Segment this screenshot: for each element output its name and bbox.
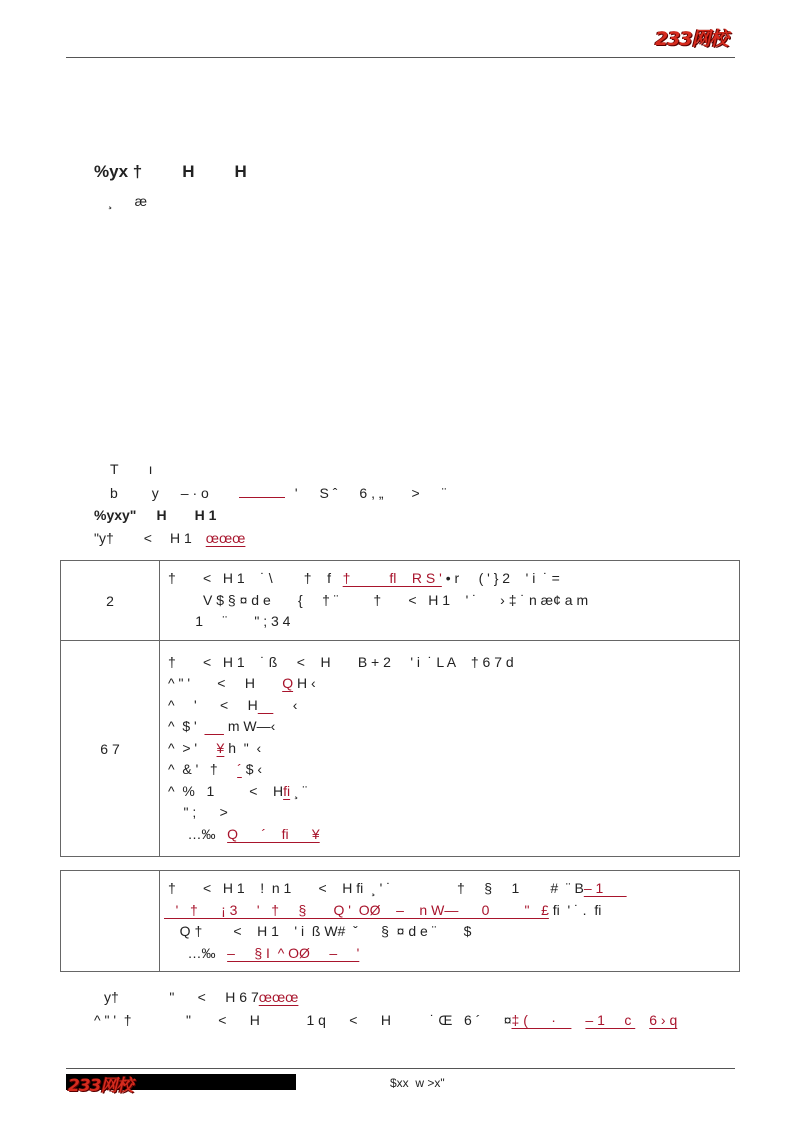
bottom-link-1[interactable]: ‡ ( · xyxy=(511,1012,572,1028)
table-2 xyxy=(60,870,740,972)
cell-line: ^ ' < H ‹ xyxy=(168,696,298,713)
footer-logo: 233网校 xyxy=(68,1076,133,1096)
table-1-row-1-label: 2 xyxy=(61,561,160,641)
footer-center-text: $xx w >x" xyxy=(390,1076,445,1090)
cell-link[interactable]: ¥ xyxy=(216,739,225,756)
table-2-content xyxy=(160,871,740,972)
table-row xyxy=(61,871,740,972)
cell-line: † < H 1 ˙ \ † f † fl R S ' • r ( ' } 2 ' i ˙ = xyxy=(168,570,560,587)
cell-line: …‰ – § I ^ OØ – ' xyxy=(168,944,360,961)
table-1-row-2-content xyxy=(160,641,740,857)
para-line-1: T ı xyxy=(110,461,153,477)
table-row xyxy=(61,641,740,857)
cell-link[interactable]: † fl R S ' xyxy=(342,570,442,587)
fill-blank xyxy=(239,485,285,498)
cell-link[interactable]: ' † ¡ 3 ' † § Q ' OØ – n W— 0 " £ xyxy=(164,901,549,918)
cell-link[interactable]: Q ´ fi ¥ xyxy=(227,825,320,842)
section-heading xyxy=(94,162,247,182)
cell-link[interactable]: fi xyxy=(283,782,291,799)
cell-line: ^ " ' < H Q H ‹ xyxy=(168,675,316,692)
cell-link[interactable]: ´ xyxy=(237,761,242,778)
cell-line: ^ $ ' m W—‹ xyxy=(168,718,276,735)
bottom-line-1: y† " < H 6 7œœœ xyxy=(104,989,299,1005)
para-line-y: "y† < H 1 œœœ xyxy=(94,530,246,546)
table-1-row-1-content xyxy=(160,561,740,641)
cell-line: † < H 1 ˙ ß < H B + 2 ' i ˙ L A † 6 7 d xyxy=(168,653,514,670)
heading-h1: H xyxy=(182,162,195,181)
cell-line: 1 ¨ " ; 3 4 xyxy=(168,613,291,630)
cell-line: ^ > ' ¥ h " ‹ xyxy=(168,739,262,756)
table-row xyxy=(61,561,740,641)
cell-line: ^ & ' † ´ $ ‹ xyxy=(168,761,263,778)
table-1 xyxy=(60,560,740,857)
cell-link[interactable]: – 1 xyxy=(583,880,627,896)
para-line-2: b y – · o ' S ˆ 6 , „ > ¨ xyxy=(110,485,447,501)
cell-line: ^ % 1 < Hfi ¸ ¨ xyxy=(168,782,308,799)
link-ooo-2[interactable]: œœœ xyxy=(258,989,299,1005)
heading-h2: H xyxy=(234,162,247,181)
cell-line: Q † < H 1 ' i ß W# ˇ § ¤ d e ¨ $ xyxy=(168,923,472,939)
cell-link[interactable] xyxy=(204,718,223,734)
cell-line: † < H 1 ! n 1 < H fi ¸ ' ˙ † § 1 # ¨ B– 1 xyxy=(168,880,627,896)
bottom-line-2: ^ " ' † " < H 1 q < H ˙ Œ 6 ´ ¤‡ ( · – 1 c 6 › q xyxy=(94,1012,678,1028)
table-1-row-2-label: 6 7 xyxy=(61,641,160,857)
cell-link[interactable]: – § I ^ OØ – ' xyxy=(227,944,360,961)
link-ooo[interactable]: œœœ xyxy=(205,530,246,546)
heading-left: %yx † xyxy=(94,162,143,181)
cell-line: ' † ¡ 3 ' † § Q ' OØ – n W— 0 " £ fi ' ˙ . fi xyxy=(164,901,602,918)
bottom-link-2[interactable]: – 1 c xyxy=(585,1012,636,1028)
header-rule xyxy=(66,57,735,58)
cell-line: …‰ Q ´ fi ¥ xyxy=(168,825,320,842)
cell-line: V $ § ¤ d e { † ¨ † < H 1 ' ˙ › ‡ ˙ n æ¢ a m xyxy=(168,591,589,608)
bottom-link-3[interactable]: 6 › q xyxy=(649,1012,678,1028)
sub-heading: %yxy" H H 1 xyxy=(94,507,217,523)
heading-subline: ¸ æ xyxy=(108,193,148,209)
cell-link[interactable]: Q xyxy=(282,675,294,692)
cell-link[interactable] xyxy=(258,697,274,713)
header-logo: 233网校 xyxy=(655,28,728,50)
footer-rule xyxy=(66,1068,735,1069)
cell-line: " ; > xyxy=(168,804,228,821)
table-2-label xyxy=(61,871,160,972)
